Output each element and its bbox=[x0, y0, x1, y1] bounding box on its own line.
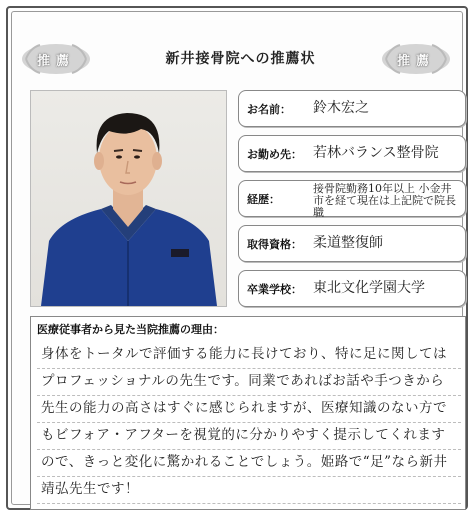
field-career bbox=[238, 180, 466, 217]
badge-right-label: 推薦 bbox=[396, 53, 435, 69]
field-career-label: 経歴： bbox=[247, 193, 280, 206]
portrait-photo bbox=[30, 90, 227, 307]
field-qualification-label: 取得資格： bbox=[247, 238, 302, 251]
field-name-label: お名前： bbox=[247, 103, 291, 116]
field-school-value: 東北文化学園大学 bbox=[313, 280, 425, 296]
field-school-label: 卒業学校： bbox=[247, 283, 302, 296]
reason-label: 医療従事者から見た当院推薦の理由： bbox=[37, 323, 224, 336]
badge-left-label: 推薦 bbox=[36, 53, 75, 69]
field-qualification-value: 柔道整復師 bbox=[313, 235, 383, 251]
badge-left bbox=[20, 42, 92, 76]
field-name bbox=[238, 90, 466, 127]
field-workplace-label: お勤め先： bbox=[247, 148, 302, 161]
person-portrait bbox=[31, 91, 226, 306]
field-workplace bbox=[238, 135, 466, 172]
page-title: 新井接骨院への推薦状 bbox=[165, 51, 316, 67]
recommendation-card bbox=[6, 6, 468, 510]
badge-right bbox=[380, 42, 452, 76]
reason-box bbox=[30, 316, 466, 510]
field-workplace-value: 若林バランス整骨院 bbox=[313, 145, 439, 161]
field-school bbox=[238, 270, 466, 307]
field-career-value: 接骨院勤務10年以上 小金井市を経て現在は上記院で院長職 bbox=[313, 183, 456, 219]
header bbox=[18, 36, 460, 82]
field-qualification bbox=[238, 225, 466, 262]
reason-text: 身体をトータルで評価する能力に長けており、特に足に関してはプロフェッショナルの先生です。同業であればお話や手つきから先生の能力の高さはすぐに感じられますが、医療知識のない方でもビフォア・アフターを視覚的に分かりやすく提示してくれますので、きっと変化に驚かれることでしょう。姫路で“足”なら新井靖弘先生です！ bbox=[41, 346, 448, 497]
field-name-value: 鈴木宏之 bbox=[313, 100, 369, 116]
